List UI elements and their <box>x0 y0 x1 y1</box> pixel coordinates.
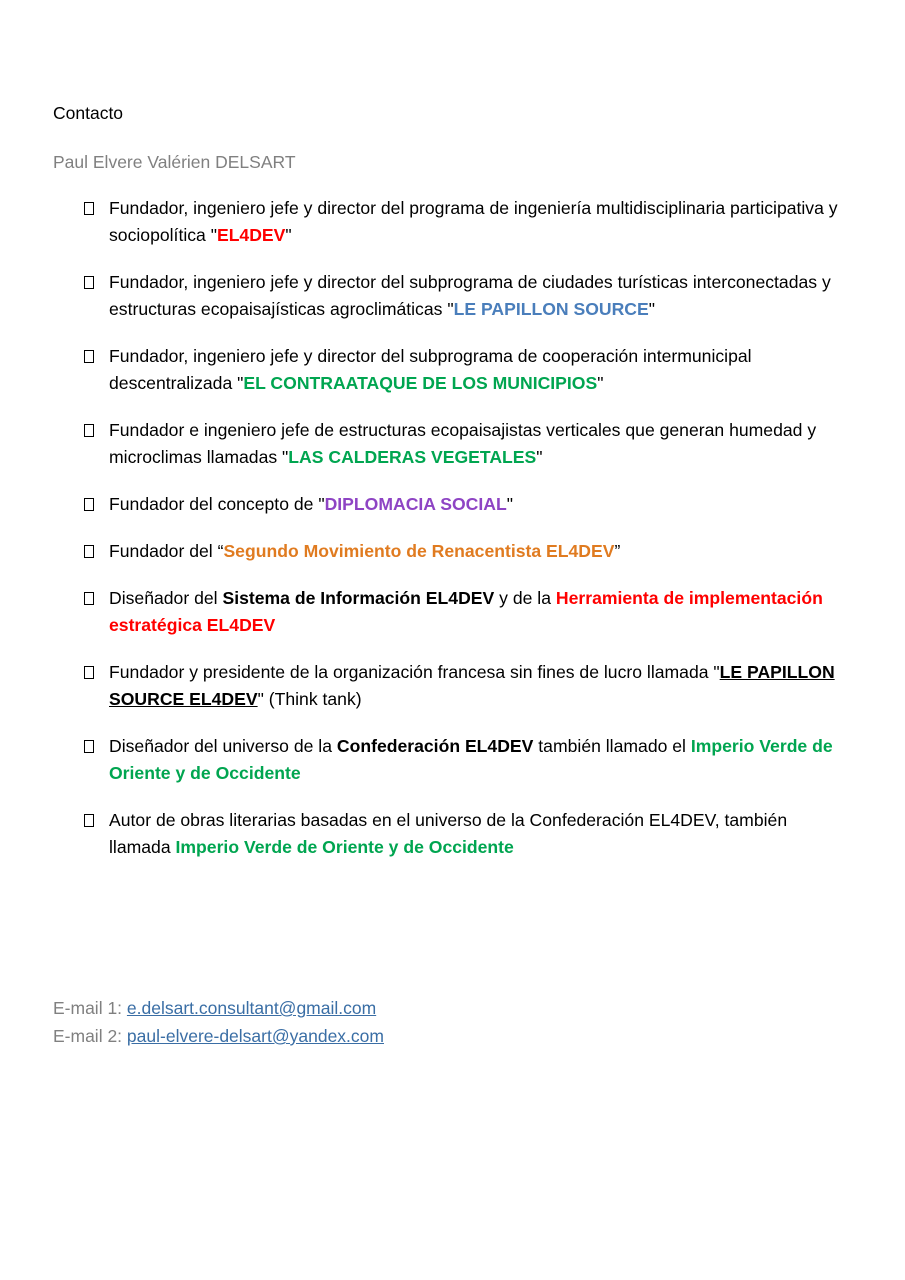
list-item-highlight: Sistema de Información EL4DEV <box>222 588 495 608</box>
list-item-highlight: Imperio Verde de Oriente y de Occidente <box>175 837 514 857</box>
list-item-text-plain: Fundador del “ <box>109 541 224 561</box>
list-item-highlight: EL4DEV <box>216 225 286 245</box>
list-item-highlight: LE PAPILLON SOURCE EL4DEV <box>109 662 835 709</box>
list-item-text-tail: " <box>536 447 543 467</box>
list-item-text-tail: " <box>506 494 513 514</box>
box-outline-bullet-icon <box>84 417 98 437</box>
list-item-text-plain: Diseñador del <box>109 588 223 608</box>
document-body <box>53 102 853 861</box>
box-outline-bullet-icon <box>84 733 98 753</box>
list-item-text-tail: y de la <box>494 588 556 608</box>
list-item <box>53 659 853 713</box>
list-item-text-plain: Fundador e ingeniero jefe de estructuras ecopaisajistas verticales que generan humedad y microclimas llamadas " <box>109 420 817 467</box>
list-item-highlight-secondary: Herramienta de implementación estratégica EL4DEV <box>109 588 823 635</box>
contact-emails <box>53 994 384 1050</box>
list-item <box>53 343 853 397</box>
list-item-highlight: LE PAPILLON SOURCE <box>453 299 649 319</box>
list-item-text-plain: Autor de obras literarias basadas en el universo de la Confederación EL4DEV, también llamada <box>109 810 788 857</box>
list-item <box>53 585 853 639</box>
list-item <box>53 538 853 565</box>
list-item <box>53 269 853 323</box>
box-outline-bullet-icon <box>84 343 98 363</box>
list-item <box>53 733 853 787</box>
list-item-highlight-secondary: Imperio Verde de Oriente y de Occidente <box>109 736 833 783</box>
list-item-text-tail: " <box>648 299 655 319</box>
list-item-highlight: Segundo Movimiento de Renacentista EL4DEV <box>223 541 615 561</box>
list-item-text-tail: " <box>285 225 292 245</box>
box-outline-bullet-icon <box>84 585 98 605</box>
list-item <box>53 491 853 518</box>
list-item <box>53 417 853 471</box>
list-item-text-plain: Fundador del concepto de " <box>109 494 325 514</box>
list-item-highlight: DIPLOMACIA SOCIAL <box>324 494 507 514</box>
email-2-link[interactable]: paul-elvere-delsart@yandex.com <box>126 1026 384 1046</box>
list-item-highlight: EL CONTRAATAQUE DE LOS MUNICIPIOS <box>243 373 598 393</box>
box-outline-bullet-icon <box>84 659 98 679</box>
email-row-2 <box>53 1022 384 1050</box>
list-item <box>53 195 853 249</box>
list-item-text-tail: ” <box>614 541 621 561</box>
box-outline-bullet-icon <box>84 195 98 215</box>
box-outline-bullet-icon <box>84 269 98 289</box>
email-row-1 <box>53 994 384 1022</box>
list-item-text-plain: Fundador, ingeniero jefe y director del subprograma de ciudades turísticas interconectadas y estructuras ecopaisajísticas agroclimáticas " <box>109 272 831 319</box>
list-item-highlight: Confederación EL4DEV <box>336 736 534 756</box>
email-1-label: E-mail 1: <box>53 998 123 1018</box>
list-item-text-plain: Fundador y presidente de la organización francesa sin fines de lucro llamada " <box>109 662 720 682</box>
list-item-text-plain: Diseñador del universo de la <box>109 736 337 756</box>
list-item-highlight: LAS CALDERAS VEGETALES <box>288 447 537 467</box>
email-2-label: E-mail 2: <box>53 1026 123 1046</box>
author-name: Paul Elvere Valérien DELSART <box>53 152 296 172</box>
list-item-text-tail: " (Think tank) <box>257 689 362 709</box>
email-1-link[interactable]: e.delsart.consultant@gmail.com <box>126 998 377 1018</box>
page-title: Contacto <box>53 103 124 123</box>
list-item-text-plain: Fundador, ingeniero jefe y director del subprograma de cooperación intermunicipal descentralizada " <box>109 346 752 393</box>
box-outline-bullet-icon <box>84 491 98 511</box>
box-outline-bullet-icon <box>84 807 98 827</box>
list-item-text-tail: también llamado el <box>533 736 691 756</box>
list-item <box>53 807 853 861</box>
box-outline-bullet-icon <box>84 538 98 558</box>
achievements-list <box>53 195 853 861</box>
list-item-text-tail: " <box>597 373 604 393</box>
list-item-text-plain: Fundador, ingeniero jefe y director del programa de ingeniería multidisciplinaria participativa y sociopolítica " <box>109 198 838 245</box>
